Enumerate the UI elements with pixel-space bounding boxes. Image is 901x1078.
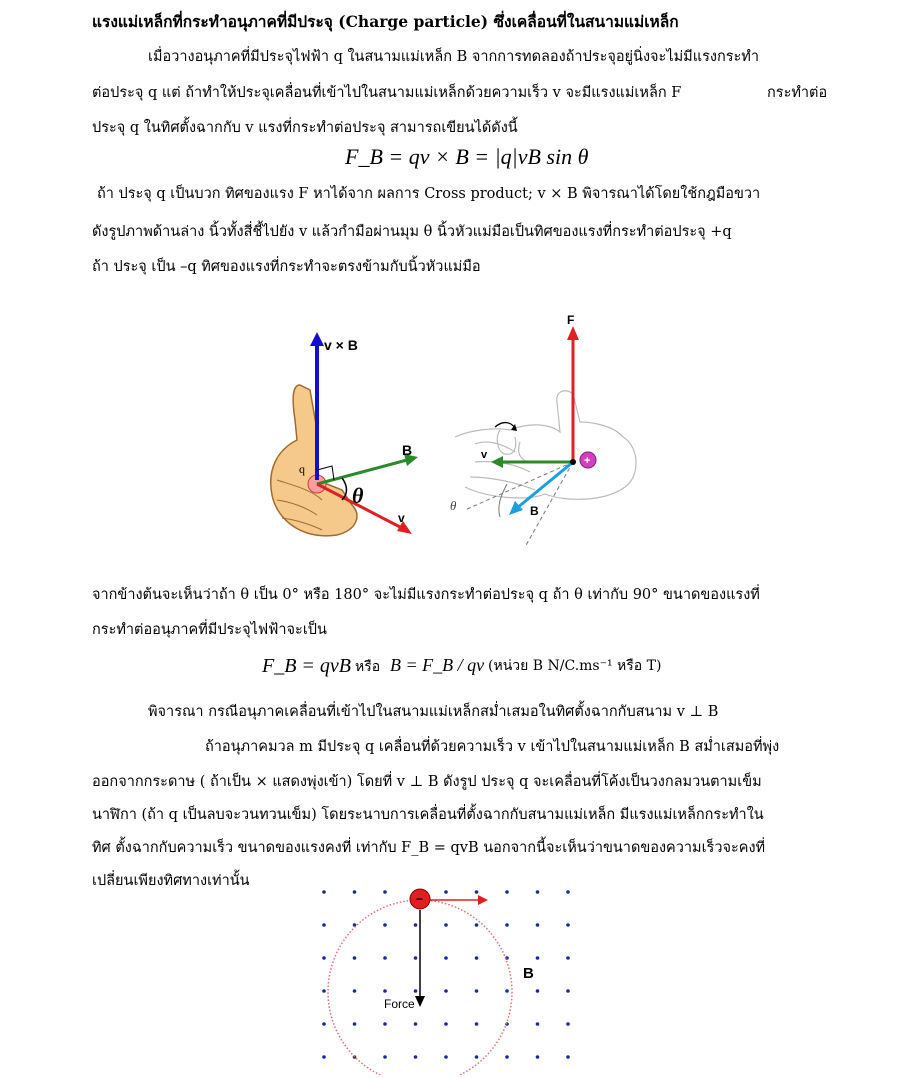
b-field-dot <box>536 890 540 894</box>
b-field-dot <box>505 923 509 927</box>
v-label: v <box>481 449 488 461</box>
force-arrowhead <box>415 996 425 1007</box>
b-field-dot <box>414 923 418 927</box>
para5-line4: ทิศ ตั้งฉากกับความเร็ว ขนาดของแรงคงที่ เท่ากับ F_B = qvB นอกจากนี้จะเห็นว่าขนาดของความเร็วจะคงที่ <box>92 840 766 856</box>
b-field-dot <box>475 956 479 960</box>
b-field-dot <box>475 989 479 993</box>
force-label: Force <box>384 997 415 1011</box>
para1-line2-tail: กระทำต่อ <box>767 85 828 101</box>
b-field-dot <box>383 989 387 993</box>
para3-line2: กระทำต่ออนุภาคที่มีประจุไฟฟ้าจะเป็น <box>92 622 327 638</box>
b-field-dot <box>505 890 509 894</box>
b-field-dot <box>566 1055 570 1059</box>
para5-line5: เปลี่ยนเพียงทิศทางเท่านั้น <box>92 873 250 889</box>
b-field-dot <box>505 989 509 993</box>
para5-line1: ถ้าอนุภาคมวล m มีประจุ q เคลื่อนที่ด้วยความเร็ว v เข้าไปในสนามแม่เหล็ก B สม่ำเสมอที่พุ่ง <box>205 739 780 755</box>
b-field-dot <box>322 1022 326 1026</box>
vxb-label: v × B <box>324 337 358 353</box>
equation-force-magnitude: F_B = qvB <box>262 655 352 677</box>
b-field-dot <box>383 956 387 960</box>
para1-line1: เมื่อวางอนุภาคที่มีประจุไฟฟ้า q ในสนามแม่เหล็ก B จากการทดลองถ้าประจุอยู่นิ่งจะไม่มีแรงกระทำ <box>148 49 760 65</box>
b-field-dot <box>475 890 479 894</box>
equation-b-definition: B = F_B / qv <box>390 655 485 675</box>
plus-label: + <box>584 455 591 467</box>
b-field-dot <box>566 890 570 894</box>
theta-reference-line <box>465 462 573 510</box>
b-field-dot <box>566 923 570 927</box>
b-field-dot <box>475 1022 479 1026</box>
b-field-dot <box>444 890 448 894</box>
b-field-dot <box>536 956 540 960</box>
b-field-dot <box>322 1055 326 1059</box>
b-field-dot <box>414 956 418 960</box>
para3-line1: จากข้างต้นจะเห็นว่าถ้า θ เป็น 0° หรือ 180° จะไม่มีแรงกระทำต่อประจุ q ถ้า θ เท่ากับ 90° ขนาดของแรงที่ <box>92 587 760 603</box>
para2-line2: ดังรูปภาพด้านล่าง นิ้วทั้งสี่ชี้ไปยัง v แล้วกำมือผ่านมุม θ นิ้วหัวแม่มือเป็นทิศของแรงที่กระทำต่อประจุ +q <box>92 224 732 240</box>
b-field-dot <box>322 890 326 894</box>
para5-line3: นาฬิกา (ถ้า q เป็นลบจะวนทวนเข็ม) โดยระนาบการเคลื่อนที่ตั้งฉากกับสนามแม่เหล็ก มีแรงแม่เหล็กกระทำใน <box>92 807 764 823</box>
b-field-dot <box>536 923 540 927</box>
b-field-dot <box>475 1055 479 1059</box>
velocity-arrowhead <box>478 895 488 905</box>
para1-line3: ประจุ q ในทิศตั้งฉากกับ v แรงที่กระทำต่อประจุ สามารถเขียนได้ดังนี้ <box>92 120 518 136</box>
para1-line2: ต่อประจุ q แต่ ถ้าทำให้ประจุเคลื่อนที่เข้าไปในสนามแม่เหล็กด้วยความเร็ว v จะมีแรงแม่เหล็ก F <box>92 85 682 101</box>
b-field-dot <box>353 890 357 894</box>
b-field-dot <box>322 989 326 993</box>
b-field-dot <box>322 956 326 960</box>
equation-or-word: หรือ <box>355 659 381 675</box>
b-field-dot <box>322 923 326 927</box>
right-hand-rule-figure <box>262 330 422 545</box>
b-field-dot <box>536 989 540 993</box>
b-field-dot <box>353 1022 357 1026</box>
b-field-dot <box>383 1055 387 1059</box>
page-heading: แรงแม่เหล็กที่กระทำอนุภาคที่มีประจุ (Charge particle) ซึ่งเคลื่อนที่ในสนามแม่เหล็ก <box>92 12 679 31</box>
hand-outline-figure <box>445 312 645 552</box>
vxb-arrowhead <box>310 332 324 346</box>
equation-lorentz-force: F_B = qv × B = |q|vB sin θ <box>345 144 589 169</box>
b-field-dot <box>444 1055 448 1059</box>
b-field-dot <box>383 890 387 894</box>
b-field-dot <box>444 956 448 960</box>
circular-motion-figure <box>310 880 580 1075</box>
b-field-dot <box>414 1055 418 1059</box>
v-label: v <box>398 511 405 525</box>
origin-dot <box>570 459 576 465</box>
b-field-dot <box>566 989 570 993</box>
b-field-dot <box>475 923 479 927</box>
b-field-dot <box>536 1055 540 1059</box>
b-field-dot <box>505 1055 509 1059</box>
para2-line3: ถ้า ประจุ เป็น –q ทิศของแรงที่กระทำจะตรงข้ามกับนิ้วหัวแม่มือ <box>92 259 481 275</box>
f-arrowhead <box>567 326 579 340</box>
b-field-dot <box>414 989 418 993</box>
b-label: B <box>402 442 413 458</box>
b-field-dot <box>353 956 357 960</box>
b-vector <box>317 460 407 484</box>
q-label: q <box>299 462 305 476</box>
b-field-dot <box>444 1022 448 1026</box>
b-field-dot <box>383 1022 387 1026</box>
b-field-label: B <box>523 965 534 982</box>
b-field-dot <box>353 989 357 993</box>
theta-label: θ <box>450 498 457 513</box>
b-field-dot <box>536 1022 540 1026</box>
curl-arrow <box>495 423 515 428</box>
b-field-dot <box>566 1022 570 1026</box>
b-vector <box>517 462 573 508</box>
theta-label: θ <box>352 483 364 508</box>
para4-line: พิจารณา กรณีอนุภาคเคลื่อนที่เข้าไปในสนามแม่เหล็กสม่ำเสมอในทิศตั้งฉากกับสนาม v ⊥ B <box>148 704 719 720</box>
equation-unit: (หน่วย B N/C.ms⁻¹ หรือ T) <box>488 658 662 674</box>
b-field-dot <box>414 1022 418 1026</box>
f-label: F <box>567 313 575 327</box>
b-label: B <box>530 504 539 518</box>
v-arrowhead <box>491 456 503 468</box>
para2-line1: ถ้า ประจุ q เป็นบวก ทิศของแรง F หาได้จาก ผลการ Cross product; v × B พิจารณาได้โดยใช้กฎมือขวา <box>97 186 761 202</box>
para5-line2: ออกจากกระดาษ ( ถ้าเป็น × แสดงพุ่งเข้า) โดยที่ v ⊥ B ดังรูป ประจุ q จะเคลื่อนที่โค้งเป็นวงกลมวนตามเข็ม <box>92 774 762 790</box>
b-field-dot <box>383 923 387 927</box>
b-field-dot <box>444 989 448 993</box>
charge-sign: − <box>416 892 424 906</box>
theta-arc <box>499 484 507 517</box>
b-field-dot <box>444 923 448 927</box>
b-field-dot <box>566 956 570 960</box>
